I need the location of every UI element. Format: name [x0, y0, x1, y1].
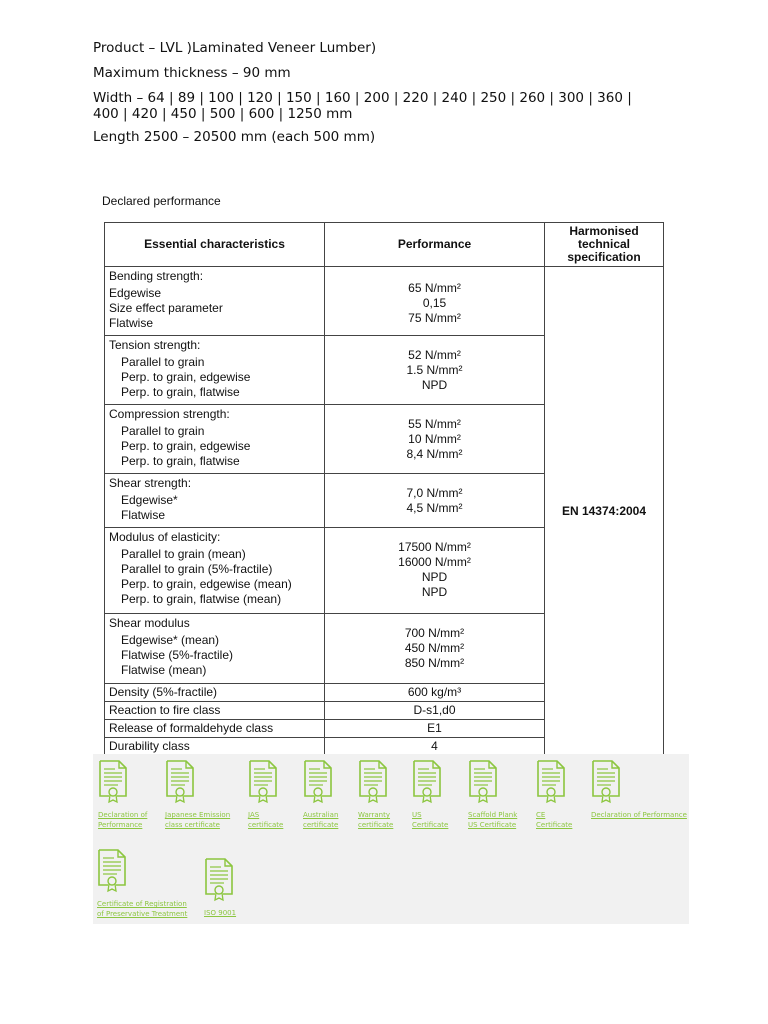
characteristic-label: Perp. to grain, edgewise (mean): [121, 577, 292, 591]
certificate-label[interactable]: [412, 810, 448, 830]
certificate-link[interactable]: [248, 760, 283, 830]
performance-spacer: [329, 269, 540, 281]
performance-spacer: [329, 407, 540, 417]
certificate-document-icon: [412, 760, 442, 804]
performance-value: 52 N/mm²: [408, 348, 461, 362]
performance-value: NPD: [421, 585, 448, 599]
width-line-part1: Width – 64 | 89 | 100 | 120 | 150 | 160 | 200 | 220 | 240 | 250 | 260 | 300 | 360 |: [93, 90, 632, 106]
characteristic-label: Parallel to grain: [121, 424, 205, 438]
performance-value: 700 N/mm²: [404, 626, 465, 640]
certificate-link[interactable]: [98, 760, 147, 830]
product-line: Product – LVL )Laminated Veneer Lumber): [93, 40, 377, 56]
characteristic-label: Parallel to grain (mean): [121, 547, 246, 561]
performance-spacer: [329, 530, 540, 540]
certificate-label-line2: US Certificate: [468, 821, 517, 829]
performance-value: NPD: [421, 570, 448, 584]
certificate-label-line2: class certificate: [165, 821, 220, 829]
certificate-link[interactable]: [358, 760, 393, 830]
header-spec-line2: specification: [567, 250, 641, 264]
certificate-document-icon: [165, 760, 195, 804]
table-header-row: [105, 223, 664, 267]
certificate-label-line1: Declaration of Performance: [591, 811, 687, 819]
characteristic-label: Edgewise* (mean): [121, 633, 220, 647]
table-body: [105, 267, 664, 756]
characteristic-label: Perp. to grain, flatwise: [121, 385, 240, 399]
performance-spacer: [329, 338, 540, 348]
table-row: [105, 267, 664, 336]
characteristic-label: Release of formaldehyde class: [105, 720, 325, 738]
certificate-label[interactable]: [536, 810, 572, 830]
certificate-label[interactable]: [204, 908, 236, 918]
certificate-label-line1: Declaration of: [98, 811, 148, 819]
characteristic-label: Density (5%-fractile): [105, 684, 325, 702]
characteristic-group-title: Tension strength:: [109, 338, 201, 352]
performance-value: 65 N/mm²: [408, 281, 461, 295]
characteristic-group-title: Bending strength:: [109, 269, 204, 283]
performance-value: 1.5 N/mm²: [406, 363, 463, 377]
header-spec-line1: Harmonised technical: [569, 224, 639, 251]
certificate-label[interactable]: [165, 810, 230, 830]
characteristic-label: Flatwise (mean): [121, 663, 207, 677]
performance-value: 10 N/mm²: [408, 432, 461, 446]
header-essential-characteristics: Essential characteristics: [105, 223, 325, 267]
certificate-label[interactable]: [303, 810, 338, 830]
product-intro: [93, 40, 683, 154]
characteristic-group-cell: [105, 474, 325, 528]
certificate-link[interactable]: [591, 760, 687, 820]
characteristic-label: Reaction to fire class: [105, 702, 325, 720]
characteristic-label: Durability class: [105, 738, 325, 756]
certificate-label-line2: Certificate: [536, 821, 573, 829]
characteristic-group-cell: [105, 267, 325, 336]
header-harmonised-spec: [545, 223, 664, 267]
certificate-label-line1: CE: [536, 811, 546, 819]
performance-value: 850 N/mm²: [404, 656, 465, 670]
performance-value: E1: [325, 720, 545, 738]
performance-value: 16000 N/mm²: [398, 555, 471, 569]
header-performance: Performance: [325, 223, 545, 267]
characteristic-label: Perp. to grain, flatwise (mean): [121, 592, 282, 606]
width-line-part2: 400 | 420 | 450 | 500 | 600 | 1250 mm: [93, 106, 353, 122]
performance-value: 55 N/mm²: [408, 417, 461, 431]
declared-performance-title: Declared performance: [102, 194, 221, 208]
certificate-label[interactable]: [468, 810, 517, 830]
max-thickness-line: Maximum thickness – 90 mm: [93, 65, 291, 81]
certificate-label-line1: US: [412, 811, 422, 819]
performance-group-cell: [325, 614, 545, 684]
characteristic-group-title: Shear modulus: [109, 616, 190, 630]
characteristic-group-title: Compression strength:: [109, 407, 230, 421]
performance-value: 8,4 N/mm²: [406, 447, 463, 461]
characteristic-label: Perp. to grain, edgewise: [121, 439, 251, 453]
performance-spacer: [329, 476, 540, 486]
characteristic-label: Flatwise: [109, 316, 154, 330]
width-line: [93, 90, 683, 122]
certificate-document-icon: [591, 760, 621, 804]
harmonised-spec-cell: EN 14374:2004: [545, 267, 664, 756]
certificate-link[interactable]: [468, 760, 517, 830]
characteristic-group-cell: [105, 614, 325, 684]
certificate-label-line1: Japanese Emission: [165, 811, 231, 819]
characteristic-label: Edgewise*: [121, 493, 178, 507]
characteristic-label: Parallel to grain: [121, 355, 205, 369]
certificate-label[interactable]: [98, 810, 147, 830]
performance-value: 450 N/mm²: [404, 641, 465, 655]
performance-group-cell: [325, 528, 545, 614]
certificates-panel: [93, 754, 689, 924]
certificate-document-icon: [248, 760, 278, 804]
performance-value: NPD: [421, 378, 448, 392]
length-line: Length 2500 – 20500 mm (each 500 mm): [93, 129, 376, 145]
performance-group-cell: [325, 474, 545, 528]
characteristic-label: Perp. to grain, flatwise: [121, 454, 240, 468]
performance-value: D-s1,d0: [325, 702, 545, 720]
performance-spacer: [329, 616, 540, 626]
certificate-label-line1: Warranty: [358, 811, 391, 819]
certificate-label-line2: Certificate: [412, 821, 449, 829]
certificate-document-icon: [358, 760, 388, 804]
certificate-link[interactable]: [412, 760, 448, 830]
certificate-label-line2: certificate: [358, 821, 394, 829]
characteristic-label: Perp. to grain, edgewise: [121, 370, 251, 384]
performance-value: 4: [325, 738, 545, 756]
declared-performance-table: [104, 222, 664, 756]
certificate-label-line1: Scaffold Plank: [468, 811, 518, 819]
performance-value: 17500 N/mm²: [398, 540, 471, 554]
certificate-label-line2: of Preservative Treatment: [97, 910, 188, 918]
performance-group-cell: [325, 267, 545, 336]
certificate-link[interactable]: [97, 849, 187, 919]
certificate-document-icon: [303, 760, 333, 804]
characteristic-group-title: Shear strength:: [109, 476, 192, 490]
certificate-label-line2: certificate: [303, 821, 339, 829]
certificate-label-line1: JAS: [248, 811, 260, 819]
certificate-document-icon: [536, 760, 566, 804]
certificate-link[interactable]: [204, 858, 236, 918]
performance-value: 600 kg/m³: [325, 684, 545, 702]
certificate-document-icon: [468, 760, 498, 804]
performance-value: 7,0 N/mm²: [406, 486, 463, 500]
characteristic-label: Flatwise: [121, 508, 166, 522]
characteristic-group-cell: [105, 336, 325, 405]
certificate-link[interactable]: [165, 760, 230, 830]
characteristic-group-cell: [105, 405, 325, 474]
certificate-document-icon: [204, 858, 234, 902]
certificate-link[interactable]: [303, 760, 338, 830]
characteristic-group-title: Modulus of elasticity:: [109, 530, 221, 544]
certificate-label[interactable]: [248, 810, 283, 830]
certificate-label-line1: ISO 9001: [204, 909, 237, 917]
characteristic-group-cell: [105, 528, 325, 614]
characteristic-label: Edgewise: [109, 286, 162, 300]
characteristic-label: Flatwise (5%-fractile): [121, 648, 234, 662]
certificate-label[interactable]: [97, 899, 187, 919]
certificate-label[interactable]: [358, 810, 393, 830]
characteristic-label: Size effect parameter: [109, 301, 223, 315]
performance-value: 4,5 N/mm²: [406, 501, 463, 515]
certificate-label-line1: Australian: [303, 811, 339, 819]
performance-value: 0,15: [422, 296, 447, 310]
certificate-label-line1: Certificate of Registration: [97, 900, 187, 908]
performance-value: 75 N/mm²: [408, 311, 461, 325]
certificate-link[interactable]: [536, 760, 572, 830]
characteristic-label: Parallel to grain (5%-fractile): [121, 562, 273, 576]
certificate-label-line2: Performance: [98, 821, 143, 829]
certificate-label[interactable]: [591, 810, 687, 820]
performance-group-cell: [325, 336, 545, 405]
certificate-document-icon: [98, 760, 128, 804]
performance-group-cell: [325, 405, 545, 474]
certificate-label-line2: certificate: [248, 821, 284, 829]
certificate-document-icon: [97, 849, 127, 893]
